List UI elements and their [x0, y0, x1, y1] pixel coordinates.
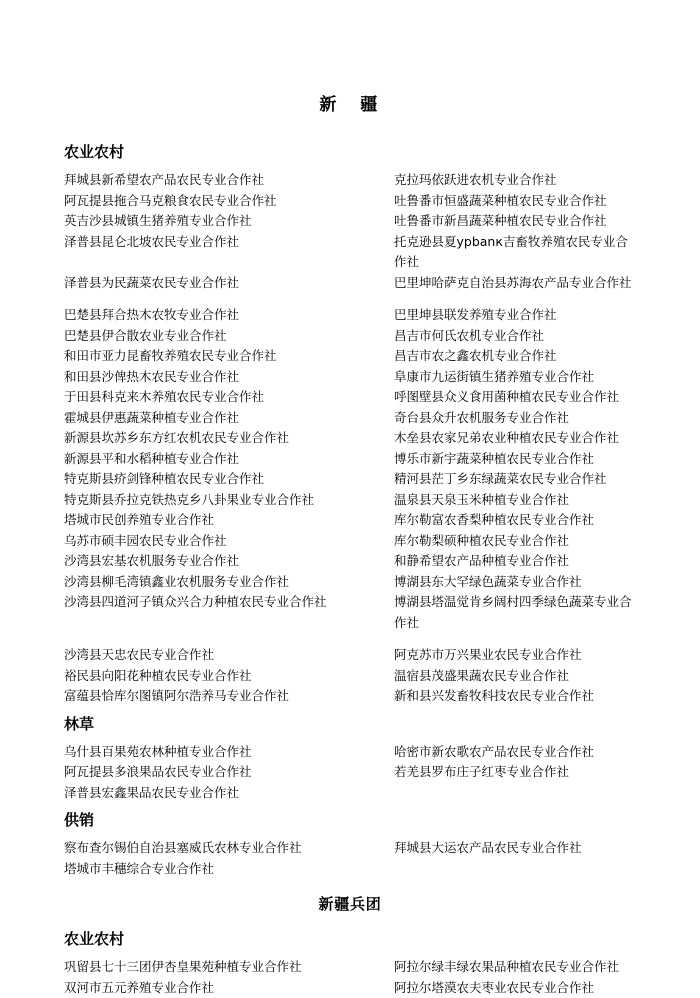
list-item: 温宿县茂盛果蔬农民专业合作社 — [394, 666, 642, 687]
list-item: 阿瓦提县拖合马克粮食农民专业合作社 — [64, 191, 394, 212]
list-item: 裕民县向阳花种植农民专业合作社 — [64, 666, 394, 687]
list-item: 阿克苏市万兴果业农民专业合作社 — [394, 645, 642, 666]
list-item: 博湖县塔温觉肯乡阔村四季绿色蔬菜专业合作社 — [394, 592, 642, 633]
list-item: 富蕴县恰库尔图镇阿尔浩养马专业合作社 — [64, 686, 394, 707]
list-item: 温泉县天泉玉米种植专业合作社 — [394, 490, 642, 511]
list-item: 乌苏市硕丰园农民专业合作社 — [64, 531, 394, 552]
list-item: 巴里坤县联发养殖专业合作社 — [394, 305, 642, 326]
document-body — [58, 141, 642, 998]
list-item: 托克逊县夏урbanк吉畜牧养殖农民专业合作社 — [394, 232, 642, 273]
list-item: 泽普县昆仑北坡农民专业合作社 — [64, 232, 394, 273]
section-heading: 农业农村 — [64, 141, 642, 162]
list-item: 吐鲁番市恒盛蔬菜种植农民专业合作社 — [394, 191, 642, 212]
list-item: 新源县平和水稻种植专业合作社 — [64, 449, 394, 470]
list-item: 阿拉尔绿丰绿农果品种植农民专业合作社 — [394, 957, 642, 978]
group-gap — [64, 633, 642, 645]
list-item: 阜康市九运街镇生猪养殖专业合作社 — [394, 367, 642, 388]
page-title: 新 疆 — [58, 90, 642, 115]
list-item: 和田市亚力昆畜牧养殖农民专业合作社 — [64, 346, 394, 367]
entry-grid — [64, 957, 642, 998]
list-item: 哈密市新农歌农产品农民专业合作社 — [394, 742, 642, 763]
list-item: 博乐市新宇蔬菜种植农民专业合作社 — [394, 449, 642, 470]
list-item-empty — [394, 859, 642, 880]
list-item: 呼图壁县众义食用菌种植农民专业合作社 — [394, 387, 642, 408]
list-item: 泽普县宏鑫果品农民专业合作社 — [64, 783, 394, 804]
list-item: 于田县科克来木养殖农民专业合作社 — [64, 387, 394, 408]
list-item: 阿拉尔塔漠农夫枣业农民专业合作社 — [394, 978, 642, 998]
list-item: 沙湾县天忠农民专业合作社 — [64, 645, 394, 666]
list-item: 库尔勒富农香梨种植农民专业合作社 — [394, 510, 642, 531]
list-item: 拜城县新希望农产品农民专业合作社 — [64, 170, 394, 191]
entry-grid — [64, 838, 642, 879]
list-item: 巴里坤哈萨克自治县苏海农产品专业合作社 — [394, 273, 642, 294]
list-item: 昌吉市何氏农机专业合作社 — [394, 326, 642, 347]
subdocument-title: 新疆兵团 — [58, 893, 642, 914]
list-item: 巴楚县拜合热木农牧专业合作社 — [64, 305, 394, 326]
list-item: 新和县兴发畜牧科技农民专业合作社 — [394, 686, 642, 707]
list-item: 特克斯县乔拉克铁热克乡八卦果业专业合作社 — [64, 490, 394, 511]
list-item: 和静希望农产品种植专业合作社 — [394, 551, 642, 572]
entry-grid — [64, 170, 642, 707]
list-item: 沙湾县四道河子镇众兴合力种植农民专业合作社 — [64, 592, 394, 633]
list-item: 新源县坎苏乡东方红农机农民专业合作社 — [64, 428, 394, 449]
list-item: 特克斯县疥剑锋种植农民专业合作社 — [64, 469, 394, 490]
section-heading: 林草 — [64, 713, 642, 734]
list-item: 英吉沙县城镇生猪养殖专业合作社 — [64, 211, 394, 232]
list-item: 奇台县众升农机服务专业合作社 — [394, 408, 642, 429]
list-item: 霍城县伊惠蔬菜种植专业合作社 — [64, 408, 394, 429]
list-item: 沙湾县宏基农机服务专业合作社 — [64, 551, 394, 572]
list-item: 精河县茫丁乡东绿蔬菜农民专业合作社 — [394, 469, 642, 490]
list-item-empty — [394, 783, 642, 804]
list-item: 博湖县东大罕绿色蔬菜专业合作社 — [394, 572, 642, 593]
entry-grid — [64, 742, 642, 804]
section-heading: 农业农村 — [64, 928, 642, 949]
list-item: 库尔勒梨硕种植农民专业合作社 — [394, 531, 642, 552]
list-item: 若羌县罗布庄子红枣专业合作社 — [394, 762, 642, 783]
list-item: 巩留县七十三团伊杏皇果苑种植专业合作社 — [64, 957, 394, 978]
list-item: 木垒县农家兄弟农业种植农民专业合作社 — [394, 428, 642, 449]
list-item: 拜城县大运农产品农民专业合作社 — [394, 838, 642, 859]
list-item: 巴楚县伊合散农业专业合作社 — [64, 326, 394, 347]
list-item: 塔城市丰穗综合专业合作社 — [64, 859, 394, 880]
group-gap — [64, 293, 642, 305]
list-item: 双河市五元养殖专业合作社 — [64, 978, 394, 998]
list-item: 昌吉市农之鑫农机专业合作社 — [394, 346, 642, 367]
list-item: 乌什县百果苑农林种植专业合作社 — [64, 742, 394, 763]
list-item: 泽普县为民蔬菜农民专业合作社 — [64, 273, 394, 294]
list-item: 阿瓦提县多浪果品农民专业合作社 — [64, 762, 394, 783]
list-item: 察布查尔锡伯自治县塞威氏农林专业合作社 — [64, 838, 394, 859]
list-item: 塔城市民创养殖专业合作社 — [64, 510, 394, 531]
section-heading: 供销 — [64, 809, 642, 830]
list-item: 吐鲁番市新昌蔬菜种植农民专业合作社 — [394, 211, 642, 232]
list-item: 沙湾县柳毛湾镇鑫业农机服务专业合作社 — [64, 572, 394, 593]
list-item: 和田县沙俾热木农民专业合作社 — [64, 367, 394, 388]
list-item: 克拉玛依跃进农机专业合作社 — [394, 170, 642, 191]
